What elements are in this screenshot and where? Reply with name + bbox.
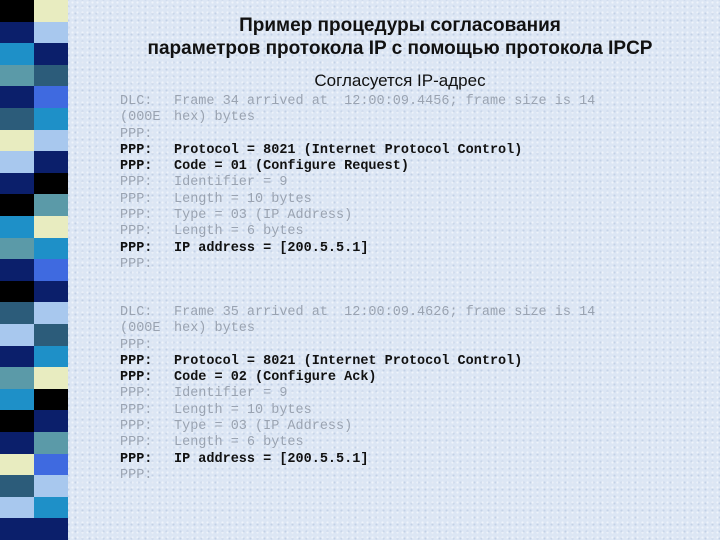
log-line-tag: (000E: [120, 321, 161, 337]
stripe-block: [34, 518, 68, 540]
log-line-tag: DLC:: [120, 305, 153, 320]
log-line-text: Protocol = 8021 (Internet Protocol Control): [174, 353, 523, 369]
log-line-tag: PPP:: [120, 240, 153, 256]
log-line: [120, 159, 680, 175]
stripe-block: [34, 43, 68, 65]
stripe-block: [0, 259, 34, 281]
stripe-block: [34, 0, 68, 22]
log-line-tag: PPP:: [120, 402, 153, 418]
stripe-block: [0, 173, 34, 195]
log-line-tag: PPP:: [120, 256, 153, 272]
stripe-block: [34, 432, 68, 454]
log-line: [120, 386, 680, 402]
stripe-block: [0, 454, 34, 476]
log-line-tag: PPP:: [120, 126, 153, 142]
log-line-tag: PPP:: [120, 370, 153, 386]
stripe-block: [34, 238, 68, 260]
log-line-tag: PPP:: [120, 159, 153, 175]
stripe-block: [0, 194, 34, 216]
stripe-block: [0, 497, 34, 519]
stripe-block: [34, 302, 68, 324]
log-line-text: Length = 10 bytes: [174, 402, 312, 418]
stripe-block: [34, 173, 68, 195]
log-line-text: hex) bytes: [174, 321, 256, 337]
log-line-tag: PPP:: [120, 337, 153, 353]
stripe-block: [0, 346, 34, 368]
log-line: [120, 143, 680, 159]
stripe-block: [0, 518, 34, 540]
log-line: [120, 127, 680, 143]
log-line-text: Length = 6 bytes: [174, 435, 304, 451]
log-line: [120, 370, 680, 386]
log-line: [120, 452, 680, 468]
stripe-block: [0, 216, 34, 238]
log-line-text: Protocol = 8021 (Internet Protocol Control): [174, 142, 523, 158]
log-line-text: Code = 02 (Configure Ack): [174, 370, 377, 386]
log-line: [120, 354, 680, 370]
log-line-tag: DLC:: [120, 94, 153, 109]
log-line-tag: (000E: [120, 110, 161, 126]
log-line: [120, 175, 680, 191]
log-line-tag: PPP:: [120, 208, 153, 224]
log-line: [120, 241, 680, 257]
log-line-text: Type = 03 (IP Address): [174, 419, 353, 435]
log-line-text: Frame 35 arrived at 12:00:09.4626; frame size is 14: [174, 305, 596, 320]
stripe-block: [0, 410, 34, 432]
title-line-2: параметров протокола IP с помощью протокола IPCP: [147, 38, 653, 59]
stripe-block: [0, 324, 34, 346]
log-line: [120, 224, 680, 240]
log-line-tag: PPP:: [120, 386, 153, 402]
log-line-tag: PPP:: [120, 419, 153, 435]
stripe-block: [34, 108, 68, 130]
stripe-block: [0, 367, 34, 389]
decorative-stripe: [0, 0, 80, 540]
log-line: [120, 305, 680, 321]
stripe-block: [0, 151, 34, 173]
stripe-block: [0, 475, 34, 497]
log-line-text: Code = 01 (Configure Request): [174, 159, 409, 175]
stripe-block: [34, 281, 68, 303]
stripe-block: [0, 108, 34, 130]
log-line: [120, 257, 680, 273]
log-block-frame-34: [120, 94, 680, 273]
stripe-block: [34, 389, 68, 411]
stripe-block: [34, 475, 68, 497]
log-line: [120, 192, 680, 208]
stripe-block: [34, 346, 68, 368]
stripe-column-right: [34, 0, 68, 540]
log-line-tag: PPP:: [120, 191, 153, 207]
log-line: [120, 208, 680, 224]
stripe-block: [0, 43, 34, 65]
stripe-block: [0, 302, 34, 324]
stripe-block: [34, 194, 68, 216]
stripe-block: [34, 367, 68, 389]
stripe-block: [34, 410, 68, 432]
log-line: [120, 435, 680, 451]
stripe-block: [0, 389, 34, 411]
log-line-tag: PPP:: [120, 451, 153, 467]
stripe-block: [34, 86, 68, 108]
log-line: [120, 321, 680, 337]
stripe-block: [0, 86, 34, 108]
log-line-text: Length = 10 bytes: [174, 191, 312, 207]
log-line-tag: PPP:: [120, 224, 153, 240]
stripe-block: [0, 238, 34, 260]
log-line-tag: PPP:: [120, 353, 153, 369]
log-line-tag: PPP:: [120, 175, 153, 191]
stripe-block: [34, 454, 68, 476]
log-line-text: Type = 03 (IP Address): [174, 208, 353, 224]
stripe-block: [34, 497, 68, 519]
log-line-tag: PPP:: [120, 435, 153, 451]
log-line: [120, 403, 680, 419]
stripe-block: [34, 130, 68, 152]
log-line-text: IP address = [200.5.5.1]: [174, 451, 369, 467]
stripe-block: [34, 65, 68, 87]
stripe-block: [34, 324, 68, 346]
log-line-tag: PPP:: [120, 467, 153, 483]
slide-subtitle: Согласуется IP-адрес: [314, 71, 486, 90]
log-line-text: Frame 34 arrived at 12:00:09.4456; frame size is 14: [174, 94, 596, 109]
stripe-block: [34, 22, 68, 44]
stripe-block: [0, 22, 34, 44]
stripe-column-left: [0, 0, 34, 540]
stripe-block: [0, 0, 34, 22]
log-line: [120, 110, 680, 126]
log-line-text: Identifier = 9: [174, 175, 288, 191]
log-line-text: IP address = [200.5.5.1]: [174, 240, 369, 256]
slide-title: [100, 14, 700, 60]
log-line: [120, 338, 680, 354]
stripe-block: [34, 151, 68, 173]
log-block-frame-35: [120, 305, 680, 484]
log-line: [120, 468, 680, 484]
log-line-tag: PPP:: [120, 142, 153, 158]
log-line-text: hex) bytes: [174, 110, 256, 126]
title-line-1: Пример процедуры согласования: [239, 15, 561, 36]
log-line-text: Length = 6 bytes: [174, 224, 304, 240]
stripe-block: [0, 130, 34, 152]
stripe-block: [34, 216, 68, 238]
log-line-text: Identifier = 9: [174, 386, 288, 402]
stripe-block: [0, 65, 34, 87]
stripe-block: [0, 281, 34, 303]
log-line: [120, 419, 680, 435]
stripe-block: [34, 259, 68, 281]
stripe-block: [0, 432, 34, 454]
log-line: [120, 94, 680, 110]
